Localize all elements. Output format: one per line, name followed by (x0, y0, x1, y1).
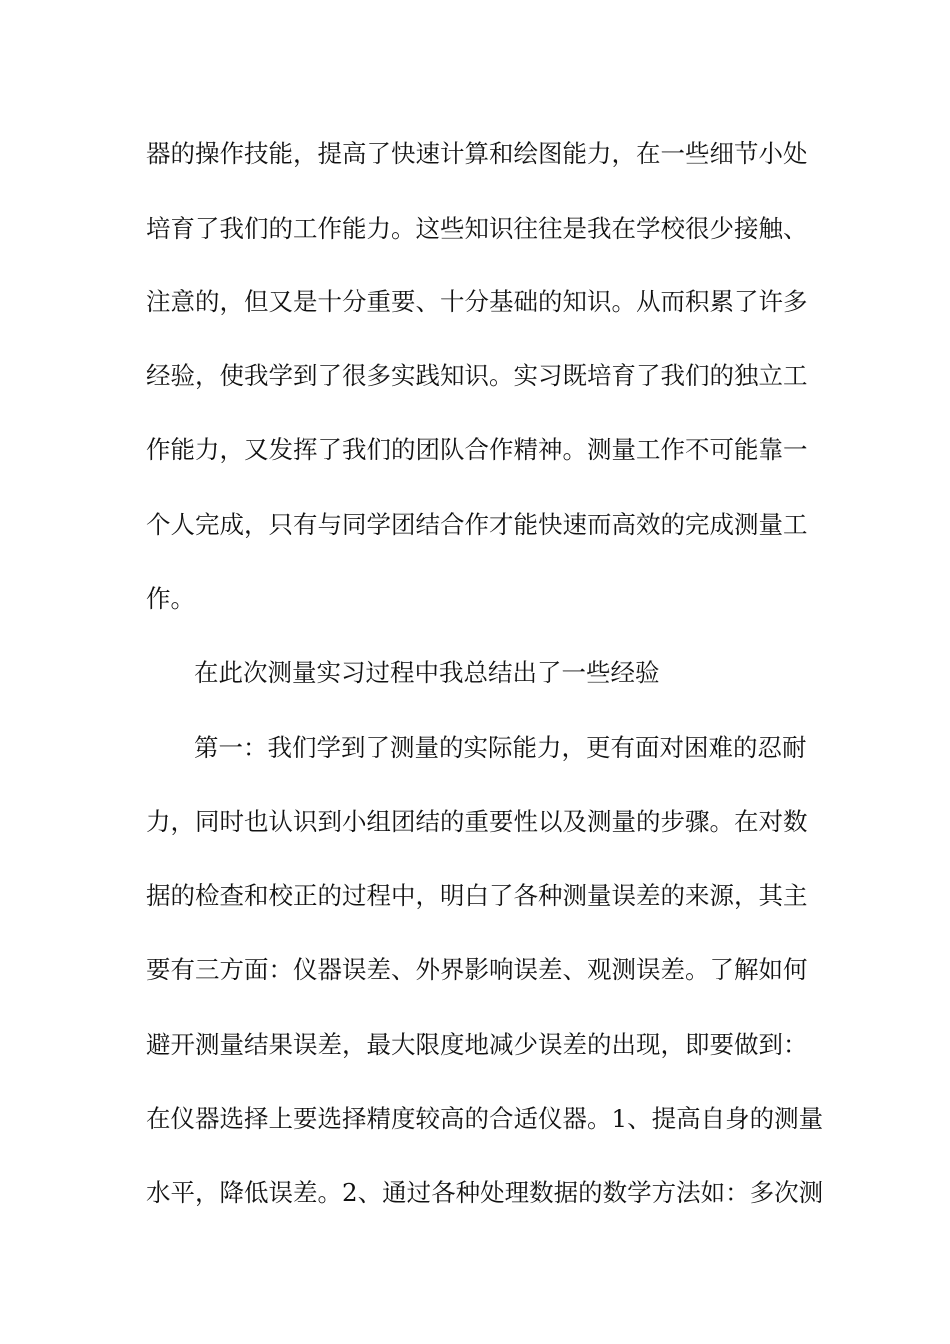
paragraph-3-line-5: 避开测量结果误差，最大限度地减少误差的出现，即要做到： (146, 1030, 808, 1059)
paragraph-2-line-1: 在此次测量实习过程中我总结出了一些经验 (194, 658, 660, 687)
paragraph-3-line-3: 据的检查和校正的过程中，明白了各种测量误差的来源，其主 (146, 881, 808, 910)
paragraph-3-line-6: 在仪器选择上要选择精度较高的合适仪器。1、提高自身的测量 (146, 1104, 824, 1133)
paragraph-1-line-2: 培育了我们的工作能力。这些知识往往是我在学校很少接触、 (146, 214, 808, 243)
paragraph-1-line-1: 器的操作技能，提高了快速计算和绘图能力，在一些细节小处 (146, 139, 808, 168)
paragraph-1-line-7: 作。 (146, 584, 195, 613)
paragraph-3-line-7: 水平，降低误差。2、通过各种处理数据的数学方法如：多次测 (146, 1178, 824, 1207)
paragraph-1-line-4: 经验，使我学到了很多实践知识。实习既培育了我们的独立工 (146, 361, 808, 390)
paragraph-3-line-4: 要有三方面：仪器误差、外界影响误差、观测误差。了解如何 (146, 955, 808, 984)
paragraph-1-line-6: 个人完成，只有与同学团结合作才能快速而高效的完成测量工 (146, 510, 808, 539)
paragraph-3-line-1: 第一：我们学到了测量的实际能力，更有面对困难的忍耐 (194, 733, 807, 762)
paragraph-3-line-2: 力，同时也认识到小组团结的重要性以及测量的步骤。在对数 (146, 807, 808, 836)
paragraph-1-line-3: 注意的，但又是十分重要、十分基础的知识。从而积累了许多 (146, 287, 808, 316)
paragraph-1-line-5: 作能力，又发挥了我们的团队合作精神。测量工作不可能靠一 (146, 435, 808, 464)
